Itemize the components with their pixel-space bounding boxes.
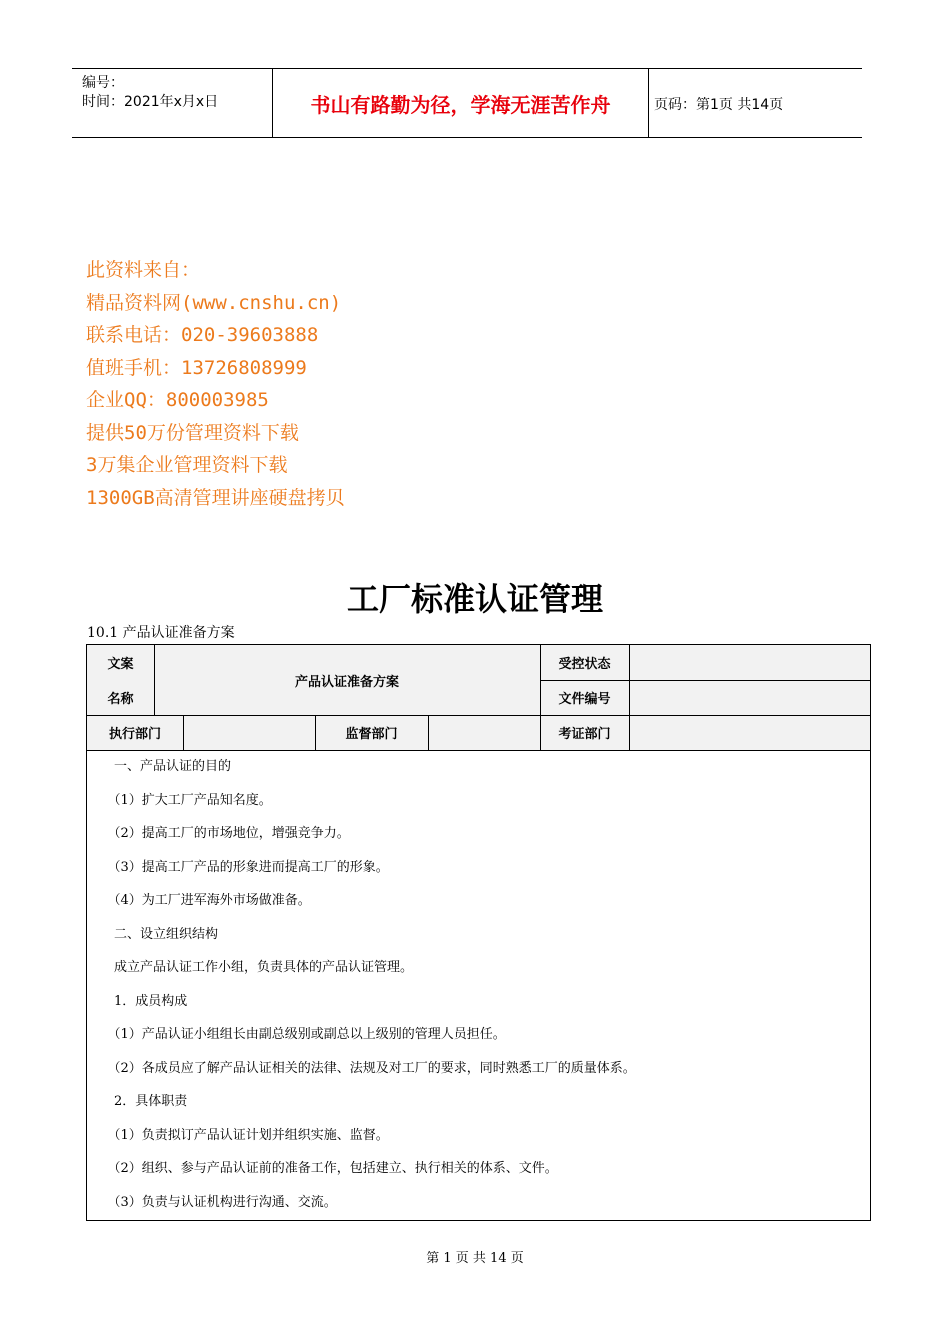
source-line: 企业QQ：800003985 xyxy=(86,389,269,411)
grid-line xyxy=(540,645,541,750)
body-heading: 二、设立组织结构 xyxy=(88,927,219,942)
grid-line xyxy=(629,645,630,750)
doc-label-1: 文案 xyxy=(107,657,134,672)
control-status-value xyxy=(629,645,870,680)
body-subheading: 1．成员构成 xyxy=(88,994,188,1009)
page-header xyxy=(72,68,862,138)
verify-dept-label: 考证部门 xyxy=(540,715,629,750)
grid-line xyxy=(154,645,155,715)
grid-line xyxy=(87,715,870,716)
body-line: （2）提高工厂的市场地位，增强竞争力。 xyxy=(88,826,350,841)
page-footer: 第 1 页 共 14 页 xyxy=(426,1251,524,1266)
exec-dept-label: 执行部门 xyxy=(87,715,183,750)
exec-dept-value xyxy=(183,715,315,750)
grid-line xyxy=(87,750,870,751)
form-table xyxy=(86,644,871,1221)
body-line: （2）组织、参与产品认证前的准备工作，包括建立、执行相关的体系、文件。 xyxy=(88,1161,558,1176)
supervise-dept-value xyxy=(428,715,540,750)
document-title: 工厂标准认证管理 xyxy=(346,580,603,618)
source-line: 联系电话：020-39603888 xyxy=(86,324,319,346)
file-no-value xyxy=(629,680,870,715)
body-heading: 一、产品认证的目的 xyxy=(88,759,232,774)
source-line: 3万集企业管理资料下载 xyxy=(86,454,288,476)
header-divider xyxy=(648,69,649,137)
source-line: 精品资料网(www.cnshu.cn) xyxy=(86,291,342,314)
source-line: 1300GB高清管理讲座硬盘拷贝 xyxy=(86,486,345,509)
doc-name-label-cell xyxy=(87,645,154,715)
number-label: 编号： xyxy=(82,75,124,91)
source-info-block xyxy=(86,254,345,514)
grid-line xyxy=(183,715,184,750)
supervise-dept-label: 监督部门 xyxy=(315,715,428,750)
grid-line xyxy=(428,715,429,750)
body-line: （1）负责拟订产品认证计划并组织实施、监督。 xyxy=(88,1128,389,1143)
body-line: （1）产品认证小组组长由副总级别或副总以上级别的管理人员担任。 xyxy=(88,1027,506,1042)
body-line: （4）为工厂进军海外市场做准备。 xyxy=(88,893,311,908)
time-label: 时间：2021年x月x日 xyxy=(82,94,219,110)
file-no-label: 文件编号 xyxy=(540,680,629,715)
body-line: （3）提高工厂产品的形象进而提高工厂的形象。 xyxy=(88,860,389,875)
doc-name-cell xyxy=(154,645,540,715)
header-page-info: 页码：第1页 共14页 xyxy=(654,97,784,113)
body-subheading: 2．具体职责 xyxy=(88,1094,188,1109)
control-status-label: 受控状态 xyxy=(540,645,629,680)
body-line: （3）负责与认证机构进行沟通、交流。 xyxy=(88,1195,337,1210)
body-line: 成立产品认证工作小组，负责具体的产品认证管理。 xyxy=(88,960,414,975)
body-line: （1）扩大工厂产品知名度。 xyxy=(88,793,272,808)
source-line: 此资料来自： xyxy=(86,259,201,281)
header-meta xyxy=(72,69,272,137)
header-motto: 书山有路勤为径，学海无涯苦作舟 xyxy=(310,92,611,117)
grid-line xyxy=(540,680,870,681)
body-line: （2）各成员应了解产品认证相关的法律、法规及对工厂的要求，同时熟悉工厂的质量体系。 xyxy=(88,1061,636,1076)
source-line: 值班手机：13726808999 xyxy=(86,356,307,379)
verify-dept-value xyxy=(629,715,870,750)
doc-label-2: 名称 xyxy=(107,692,134,707)
grid-line xyxy=(315,715,316,750)
doc-name-value: 产品认证准备方案 xyxy=(294,674,399,690)
section-title: 10.1 产品认证准备方案 xyxy=(87,625,235,641)
source-line: 提供50万份管理资料下载 xyxy=(86,421,299,444)
